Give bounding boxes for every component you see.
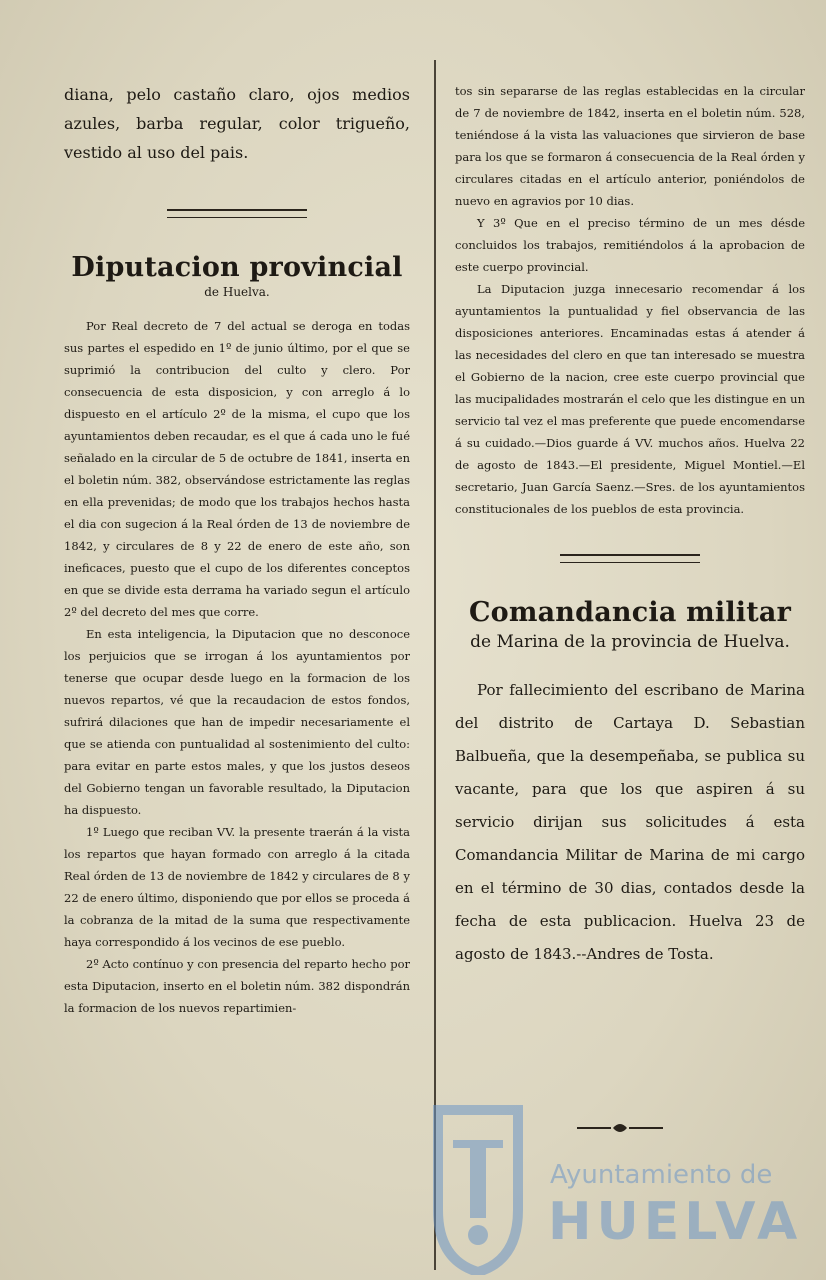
comandancia-subheading: de Marina de la provincia de Huelva.	[470, 632, 790, 652]
vacancy-notice: Por fallecimiento del escribano de Marina del distrito de Cartaya D. Sebastian Balbueña, que la desempeñaba, se publica su vacante, para que los que aspiren á su servicio dirijan sus solicitudes á esta Comandancia Militar de Marina de mi cargo en el término de 30 dias, contados desde la fecha de esta publicacion. Huelva 23 de agosto de 1843.--Andres de Tosta.	[455, 681, 805, 963]
comandancia-heading: Comandancia militar	[468, 597, 792, 628]
article-paragraph: 2º Acto contínuo y con presencia del reparto hecho por esta Diputacion, inserto en el boletin núm. 382 dispondrán la formacion de los nuevos repartimien-	[64, 957, 410, 1015]
diputacion-heading: Diputacion provincial	[71, 252, 403, 283]
column-divider	[434, 60, 436, 1270]
article-paragraph: En esta inteligencia, la Diputacion que no desconoce los perjuicios que se irrogan á los ayuntamientos por tenerse que ocupar desde luego en la formacion de los nuevos repartos, vé que la recaudacion de estos fondos, sufrirá dilaciones que han de impedir necesariamente el que se atienda con puntualidad al sostenimiento del culto: para evitar en parte estos males, y que los justos deseos del Gobierno tengan un favorable resultado, la Diputacion ha dispuesto.	[64, 627, 410, 817]
article-paragraph: tos sin separarse de las reglas establecidas en la circular de 7 de noviembre de 1842, inserta en el boletin núm. 528, teniéndose á la vista las valuaciones que sirvieron de base para los que se formaron á consecuencia de la Real órden y circulares citadas en el artículo anterior, poniéndolos de nuevo en agravios por 10 dias.	[455, 84, 805, 208]
diputacion-subheading: de Huelva.	[204, 285, 270, 299]
article-paragraph: 1º Luego que reciban VV. la presente traerán á la vista los repartos que hayan formado con arreglo á la citada Real órden de 13 de noviembre de 1842 y circulares de 8 y 22 de enero último, disponiendo que por ellos se proceda á la cobranza de la mitad de la suma que respectivamente haya correspondido á los vecinos de ese pueblo.	[64, 825, 410, 949]
intro-text: diana, pelo castaño claro, ojos medios azules, barba regular, color trigueño, vestido al uso del pais.	[64, 85, 410, 162]
article-paragraph: Y 3º Que en el preciso término de un mes désde concluidos los trabajos, remitiéndolos á la aprobacion de este cuerpo provincial.	[455, 216, 805, 274]
right-column	[455, 80, 805, 971]
crest-icon	[418, 1100, 538, 1275]
section-divider	[167, 209, 307, 218]
article-paragraph: Por Real decreto de 7 del actual se deroga en todas sus partes el espedido en 1º de junio último, por el que se suprimió la contribucion del culto y clero. Por consecuencia de esta disposicion, y con arreglo á lo dispuesto en el artículo 2º de la misma, el cupo que los ayuntamientos deben recaudar, es el que á cada uno le fué señalado en la circular de 5 de octubre de 1841, inserta en el boletin núm. 382, observándose estrictamente las reglas en ella prevenidas; de modo que los trabajos hechos hasta el dia con sugecion á la Real órden de 13 de noviembre de 1842, y circulares de 8 y 22 de enero de este año, son ineficaces, puesto que el cupo de los diferentes conceptos en que se divide esta derrama ha variado segun el artículo 2º del decreto del mes que corre.	[64, 319, 410, 619]
ornament-divider	[575, 1120, 665, 1136]
section-divider	[560, 554, 700, 563]
article-paragraph: La Diputacion juzga innecesario recomendar á los ayuntamientos la puntualidad y fiel observancia de las disposiciones anteriores. Encaminadas estas á atender á las necesidades del clero en que tan interesado se muestra el Gobierno de la nacion, cree este cuerpo provincial que las mucipalidades mostrarán el celo que les distingue en un servicio tal vez el mas preferente que puede encomendarse á su cuidado.—Dios guarde á VV. muchos años. Huelva 22 de agosto de 1843.—El presidente, Miguel Montiel.—El secretario, Juan García Saenz.—Sres. de los ayuntamientos constitucionales de los pueblos de esta provincia.	[455, 282, 805, 516]
left-column	[64, 80, 410, 1019]
watermark-line1: Ayuntamiento de	[550, 1160, 773, 1190]
watermark-line2: HUELVA	[548, 1192, 803, 1252]
